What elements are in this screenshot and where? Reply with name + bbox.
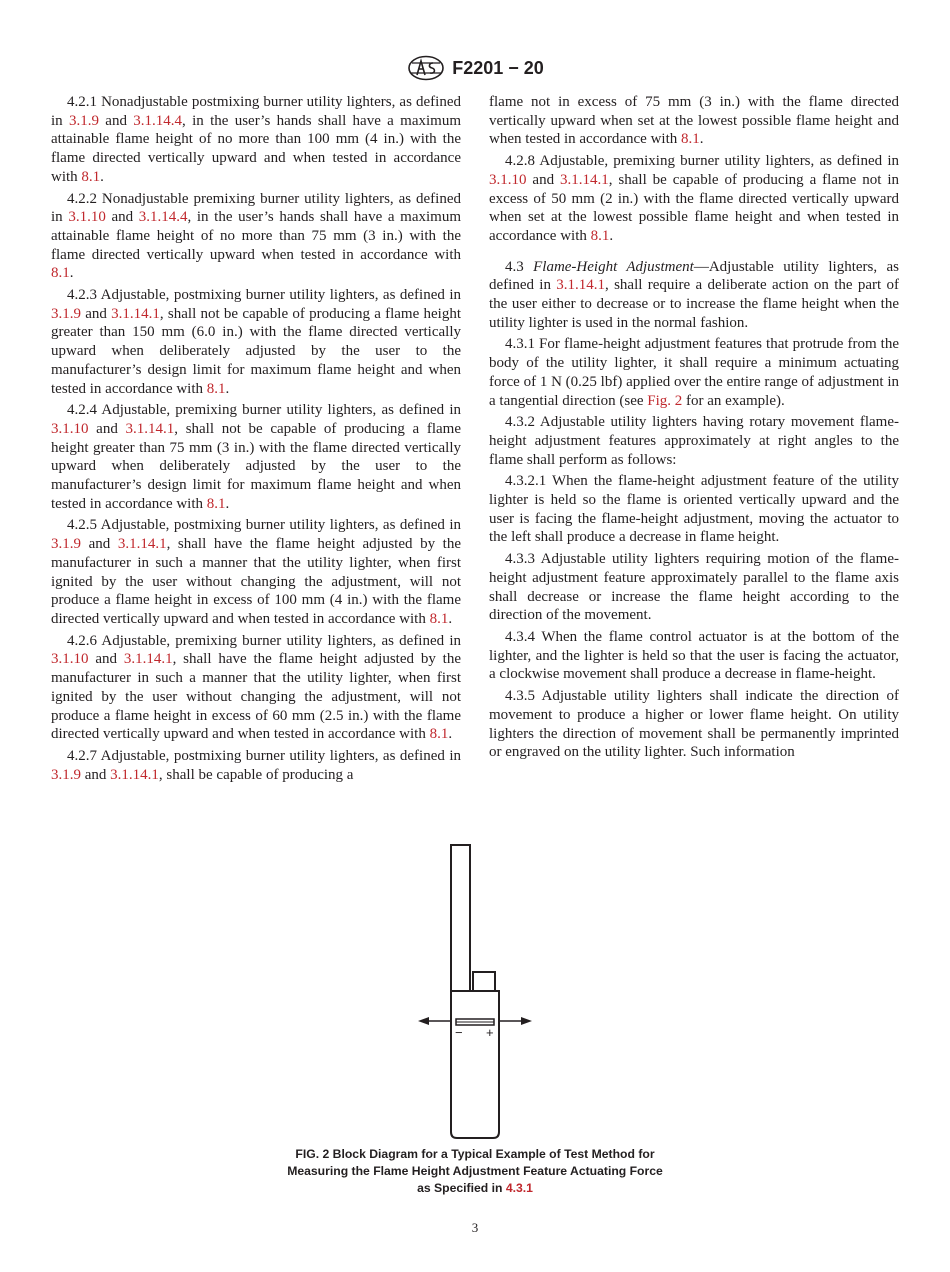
figure-2-lighter-diagram xyxy=(400,840,550,1145)
ref-link[interactable]: 8.1 xyxy=(206,380,226,397)
right-column xyxy=(489,93,899,765)
ref-link[interactable]: 3.1.14.4 xyxy=(133,112,183,129)
paragraph-4-2-2: 4.2.2 Nonadjustable premixing burner utility lighters, as defined in 3.1.10 and 3.1.14.4, in the user’s hands shall have a maximum attainable flame height of no more than 75 mm (3 in.) with the flame directed vertically upward when tested in accordance with 8.1. xyxy=(51,190,461,282)
paragraph-4-3-5: 4.3.5 Adjustable utility lighters shall indicate the direction of movement to produce a higher or lower flame height. On utility lighters the direction of movement shall be permanently imprinted or engraved on the utility lighter. Such information xyxy=(489,688,899,761)
paragraph-4-3-2: 4.3.2 Adjustable utility lighters having rotary movement flame-height adjustment features approximately at right angles to the flame shall perform as follows: xyxy=(489,414,899,468)
paragraph-4-2-3: 4.2.3 Adjustable, postmixing burner utility lighters, as defined in 3.1.9 and 3.1.14.1, shall not be capable of producing a flame height greater than 150 mm (6.0 in.) with the flame directed vertically upward when deliberately adjusted by the user to the manufacturer’s design limit for maximum flame height and when tested in accordance with 8.1. xyxy=(51,287,461,397)
paragraph-4-3-2-1: 4.3.2.1 When the flame-height adjustment feature of the utility lighter is held so the flame is oriented vertically upward and the user is facing the flame-height adjustment, moving the actuator to the left shall produce a decrease in flame height. xyxy=(489,473,899,546)
ref-link[interactable]: 8.1 xyxy=(429,610,449,627)
right-arrow-head xyxy=(521,1017,532,1025)
figure-caption xyxy=(0,1146,950,1197)
ref-link[interactable]: 3.1.14.4 xyxy=(138,209,188,226)
paragraph-4-2-1: 4.2.1 Nonadjustable postmixing burner utility lighters, as defined in 3.1.9 and 3.1.14.4, in the user’s hands shall have a maximum attainable flame height of no more than 100 mm (4 in.) with the flame directed vertically upward and when tested in accordance with 8.1. xyxy=(51,94,461,185)
actuator-tab xyxy=(473,972,495,991)
ref-link[interactable]: 3.1.14.1 xyxy=(111,305,160,322)
page-header xyxy=(0,55,950,86)
ref-link[interactable]: 4.3.1 xyxy=(505,1181,533,1195)
caption-line: Measuring the Flame Height Adjustment Feature Actuating Force xyxy=(287,1164,663,1178)
paragraph-4-2-8: 4.2.8 Adjustable, premixing burner utility lighters, as defined in 3.1.10 and 3.1.14.1, shall be capable of producing a flame not in excess of 50 mm (2 in.) with the flame directed vertically upward when set at the lowest possible flame height and when tested in accordance with 8.1. xyxy=(489,153,899,244)
caption-line: as Specified in 4.3.1 xyxy=(417,1181,533,1195)
ref-link[interactable]: 3.1.10 xyxy=(489,171,527,188)
ref-link[interactable]: 3.1.10 xyxy=(51,651,89,668)
ref-link[interactable]: 3.1.14.1 xyxy=(110,766,159,783)
ref-link[interactable]: 3.1.14.1 xyxy=(556,277,606,294)
lighter-body xyxy=(451,991,499,1138)
paragraph-4-2-5: 4.2.5 Adjustable, postmixing burner utility lighters, as defined in 3.1.9 and 3.1.14.1, shall have the flame height adjusted by the manufacturer in such a manner that the utility lighter, when first ignited by the user without changing the adjustment, will not produce a flame height in excess of 100 mm (4 in.) with the flame directed vertically upward and when tested in accordance with 8.1. xyxy=(51,517,461,627)
ref-link[interactable]: 8.1 xyxy=(51,265,70,282)
ref-link[interactable]: 3.1.14.1 xyxy=(117,536,167,553)
ref-link[interactable]: 3.1.10 xyxy=(68,209,106,226)
left-arrow-head xyxy=(418,1017,429,1025)
ref-link[interactable]: 3.1.10 xyxy=(51,420,89,437)
paragraph-4-3-4: 4.3.4 When the flame control actuator is at the bottom of the lighter, and the lighter is held so that the user is facing the actuator, a clockwise movement shall produce a decrease in flame-height. xyxy=(489,628,899,683)
caption-line: FIG. 2 Block Diagram for a Typical Example of Test Method for xyxy=(295,1147,655,1161)
minus-label: − xyxy=(455,1025,463,1040)
paragraph-4-3-1: 4.3.1 For flame-height adjustment features that protrude from the body of the utility lighter, it shall require a minimum actuating force of 1 N (0.25 lbf) applied over the entire range of adjustment in a tangential direction (see Fig. 2 for an example). xyxy=(489,336,899,409)
ref-link[interactable]: 3.1.9 xyxy=(51,536,81,553)
lighter-nozzle xyxy=(451,845,470,991)
ref-link[interactable]: 3.1.14.1 xyxy=(560,171,609,188)
ref-link[interactable]: 8.1 xyxy=(206,495,226,512)
left-column xyxy=(51,93,461,787)
ref-link[interactable]: 3.1.9 xyxy=(51,766,81,783)
paragraph-4-2-4: 4.2.4 Adjustable, premixing burner utility lighters, as defined in 3.1.10 and 3.1.14.1, shall not be capable of producing a flame height greater than 75 mm (3 in.) with the flame directed vertically upward when deliberately adjusted by the user to the manufacturer’s design limit for maximum flame height and when tested in accordance with 8.1. xyxy=(51,402,461,512)
paragraph-4-2-6: 4.2.6 Adjustable, premixing burner utility lighters, as defined in 3.1.10 and 3.1.14.1, shall have the flame height adjusted by the manufacturer in such a manner that the utility lighter, when first ignited by the user without changing the adjustment, will not produce a flame height in excess of 60 mm (2.5 in.) with the flame directed vertically upward and when tested in accordance with 8.1. xyxy=(51,632,461,743)
ref-link[interactable]: 3.1.9 xyxy=(68,112,99,129)
ref-link[interactable]: 8.1 xyxy=(681,131,700,148)
ref-link[interactable]: 3.1.9 xyxy=(51,305,81,322)
ref-link[interactable]: 3.1.14.1 xyxy=(125,420,175,437)
figure-ref-link[interactable]: Fig. 2 xyxy=(647,392,683,409)
ref-link[interactable]: 8.1 xyxy=(81,168,101,185)
paragraph-4-3: 4.3 Flame-Height Adjustment—Adjustable utility lighters, as defined in 3.1.14.1, shall require a deliberate action on the part of the user either to decrease or to increase the flame height when the utility lighter is used in the normal fashion. xyxy=(489,258,899,331)
ref-link[interactable]: 3.1.14.1 xyxy=(123,651,173,668)
page-number: 3 xyxy=(471,1220,479,1235)
section-title: Flame-Height Adjustment xyxy=(533,258,694,275)
astm-logo-icon xyxy=(406,55,446,81)
paragraph-4-3-3: 4.3.3 Adjustable utility lighters requiring motion of the flame-height adjustment feature approximately parallel to the flame axis shall decrease or increase the flame height according to the direction of the movement. xyxy=(489,551,899,624)
paragraph-4-2-7: 4.2.7 Adjustable, postmixing burner utility lighters, as defined in 3.1.9 and 3.1.14.1, shall be capable of producing a xyxy=(51,747,461,783)
plus-label: + xyxy=(486,1025,494,1040)
ref-link[interactable]: 8.1 xyxy=(590,227,610,244)
standard-designation: F2201 − 20 xyxy=(452,57,544,78)
ref-link[interactable]: 8.1 xyxy=(429,726,449,743)
paragraph-4-2-7-cont: flame not in excess of 75 mm (3 in.) with the flame directed vertically upward when set at the lowest possible flame height and when tested in accordance with 8.1. xyxy=(489,94,899,148)
